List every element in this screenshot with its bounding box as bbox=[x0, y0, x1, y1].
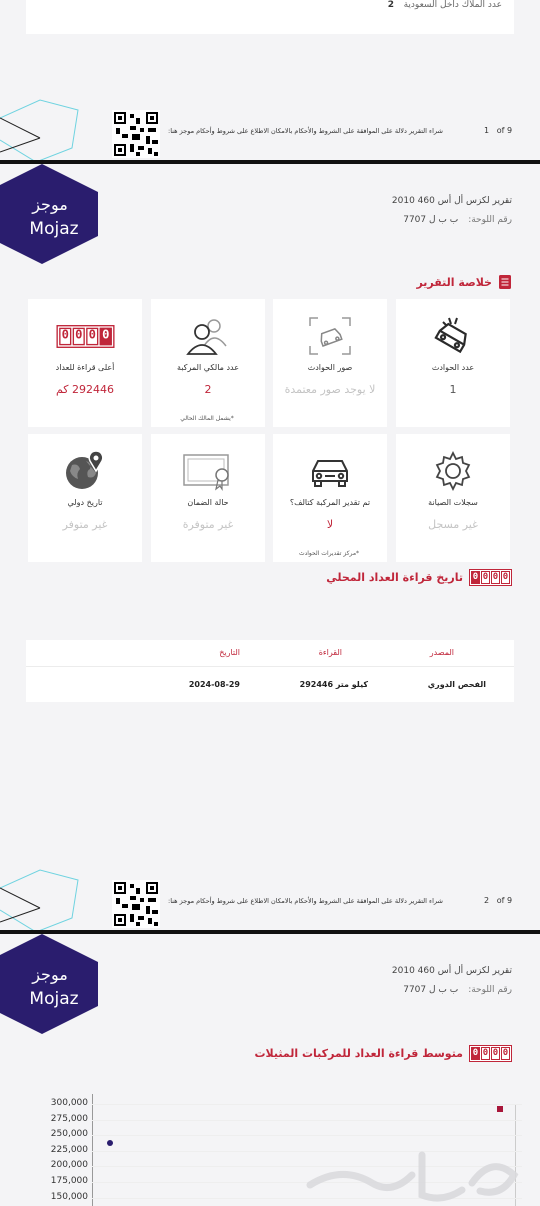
footer-terms-note: شراء التقرير دلالة على الموافقة على الشروط والأحكام بالامكان الاطلاع على شروط وأحكام موجز هنا: bbox=[168, 897, 443, 905]
svg-text:موجز: موجز bbox=[32, 195, 68, 214]
report-document-icon bbox=[498, 274, 512, 290]
odometer-history-title: 0 0 0 0 تاريخ قراءة العداد المحلي bbox=[326, 569, 512, 586]
odometer-icon: 0 0 0 0 bbox=[469, 569, 512, 586]
car-crash-icon bbox=[431, 314, 475, 358]
owners-inside-saudi-value: 2 bbox=[387, 0, 394, 10]
y-tick-label: 250,000 bbox=[50, 1129, 88, 1140]
globe-pin-icon bbox=[62, 449, 108, 493]
svg-text:Mojaz: Mojaz bbox=[29, 219, 79, 239]
data-point bbox=[107, 1140, 113, 1146]
report-page-2 bbox=[0, 164, 540, 930]
page-counter: 2 of 9 bbox=[484, 896, 513, 905]
summary-card-total-loss: تم تقدير المركبة كتالف؟ لا *مركز تقديرات الحوادث bbox=[273, 434, 387, 562]
qr-code-icon bbox=[112, 880, 160, 928]
plate-number: رقم اللوحة:ب ب ل 7707 bbox=[403, 985, 512, 995]
avg-odometer-title: 0 0 0 0 متوسط قراءة العداد للمركبات المثيلات bbox=[255, 1045, 513, 1062]
gridline bbox=[92, 1120, 522, 1121]
report-header bbox=[0, 164, 540, 274]
y-tick-label: 275,000 bbox=[50, 1113, 88, 1124]
network-decoration-icon bbox=[0, 90, 90, 160]
gear-icon bbox=[431, 449, 475, 493]
summary-card-accident-photos: صور الحوادث لا يوجد صور معتمدة bbox=[273, 299, 387, 427]
car-camera-icon bbox=[308, 316, 352, 356]
footer-terms-note: شراء التقرير دلالة على الموافقة على الشروط والأحكام بالامكان الاطلاع على شروط وأحكام موجز هنا: bbox=[168, 127, 443, 135]
y-tick-label: 200,000 bbox=[50, 1160, 88, 1171]
report-title: تقرير لكزس أل أس 460 2010 bbox=[391, 966, 512, 976]
row-source: الفحص الدوري bbox=[427, 680, 486, 689]
table-row bbox=[26, 666, 514, 702]
owners-inside-saudi-label: عدد الملاك داخل السعودية bbox=[403, 0, 502, 10]
summary-card-owners: عدد مالكي المركبة 2 *يشمل المالك الحالي bbox=[151, 299, 265, 427]
haraj-watermark bbox=[302, 1135, 524, 1205]
plate-number: رقم اللوحة:ب ب ل 7707 bbox=[403, 215, 512, 225]
y-tick-label: 150,000 bbox=[50, 1191, 88, 1202]
summary-card-international-history: تاريخ دولي غير متوفر bbox=[28, 434, 142, 562]
gridline bbox=[92, 1104, 522, 1105]
summary-card-maintenance: سجلات الصيانة غير مسجل bbox=[396, 434, 510, 562]
y-tick-label: 300,000 bbox=[50, 1098, 88, 1108]
data-point bbox=[497, 1106, 503, 1112]
svg-text:Mojaz: Mojaz bbox=[29, 989, 79, 1009]
column-header-reading: القراءة bbox=[318, 648, 342, 657]
summary-card-accidents: عدد الحوادث 1 bbox=[396, 299, 510, 427]
report-title: تقرير لكزس أل أس 460 2010 bbox=[391, 196, 512, 206]
qr-code-icon bbox=[112, 110, 160, 158]
owners-inside-saudi-card bbox=[26, 0, 514, 34]
column-header-date: التاريخ bbox=[219, 648, 240, 657]
owners-icon bbox=[184, 316, 232, 356]
odometer-icon: 0 0 0 0 bbox=[469, 1045, 512, 1062]
car-front-icon bbox=[307, 453, 353, 489]
column-header-source: المصدر bbox=[429, 648, 454, 657]
row-date: 2024-08-29 bbox=[188, 680, 240, 689]
odometer-icon: 0 0 0 0 bbox=[56, 325, 114, 348]
certificate-icon bbox=[182, 451, 234, 491]
network-decoration-icon bbox=[0, 860, 90, 930]
mojaz-logo bbox=[0, 164, 98, 264]
summary-section-title: خلاصة التقرير bbox=[416, 274, 512, 290]
y-tick-label: 225,000 bbox=[50, 1144, 88, 1155]
summary-card-warranty: حالة الضمان غير متوفرة bbox=[151, 434, 265, 562]
y-tick-label: 175,000 bbox=[50, 1176, 88, 1186]
mojaz-logo bbox=[0, 934, 98, 1034]
summary-card-max-odometer: 0 0 0 0 أعلى قراءة للعداد 292446 كم bbox=[28, 299, 142, 427]
report-header bbox=[0, 934, 540, 1044]
svg-text:موجز: موجز bbox=[32, 965, 68, 984]
report-page-1 bbox=[0, 0, 540, 160]
page-footer bbox=[0, 110, 540, 160]
odometer-history-table bbox=[26, 640, 514, 702]
page-counter: 1 of 9 bbox=[484, 126, 513, 135]
row-reading: 292446 كيلو متر bbox=[299, 680, 368, 689]
page-footer bbox=[0, 880, 540, 930]
